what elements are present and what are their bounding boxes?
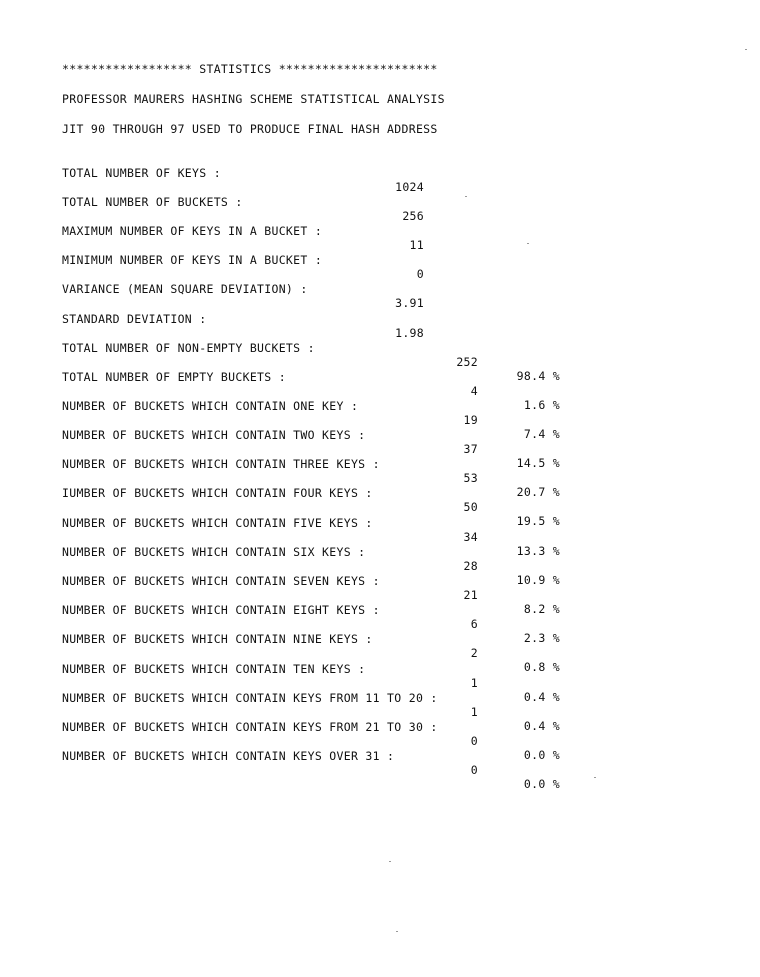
summary-value: 11 — [409, 238, 424, 252]
bucket-count: 50 — [463, 500, 478, 514]
bucket-count: 53 — [463, 471, 478, 485]
distribution-label: NUMBER OF BUCKETS WHICH CONTAIN SEVEN KEYS : — [62, 574, 380, 588]
bucket-percent: 0.0 % — [523, 777, 560, 791]
distribution-label: NUMBER OF BUCKETS WHICH CONTAIN THREE KEYS : — [62, 457, 380, 471]
distribution-label: NUMBER OF BUCKETS WHICH CONTAIN KEYS OVER 31 : — [62, 749, 395, 763]
distribution-label: IUMBER OF BUCKETS WHICH CONTAIN FOUR KEYS : — [62, 486, 373, 500]
scan-speck — [389, 861, 391, 862]
scan-speck — [396, 931, 398, 932]
bucket-percent: 13.3 % — [516, 544, 560, 558]
scan-speck — [527, 243, 529, 244]
distribution-label: TOTAL NUMBER OF EMPTY BUCKETS : — [62, 370, 286, 384]
bucket-count: 252 — [456, 355, 478, 369]
summary-value: 3.91 — [395, 296, 424, 310]
bucket-count: 0 — [470, 734, 478, 748]
banner-text: ****************** STATISTICS ********************** — [62, 62, 438, 76]
distribution-label: TOTAL NUMBER OF NON-EMPTY BUCKETS : — [62, 341, 315, 355]
summary-value: 1.98 — [395, 326, 424, 340]
bucket-count: 37 — [463, 442, 478, 456]
scan-speck — [745, 49, 747, 50]
bucket-percent: 8.2 % — [523, 602, 560, 616]
distribution-label: NUMBER OF BUCKETS WHICH CONTAIN TEN KEYS : — [62, 662, 366, 676]
distribution-label: NUMBER OF BUCKETS WHICH CONTAIN SIX KEYS : — [62, 545, 366, 559]
report-subtitle — [0, 108, 760, 150]
distribution-label: NUMBER OF BUCKETS WHICH CONTAIN KEYS FROM 11 TO 20 : — [62, 691, 438, 705]
scan-speck — [465, 196, 467, 197]
summary-label: STANDARD DEVIATION : — [62, 312, 207, 326]
summary-label: VARIANCE (MEAN SQUARE DEVIATION) : — [62, 282, 308, 296]
scan-speck — [594, 777, 596, 778]
summary-label: MAXIMUM NUMBER OF KEYS IN A BUCKET : — [62, 224, 323, 238]
bucket-count: 1 — [470, 676, 478, 690]
summary-value: 0 — [416, 267, 424, 281]
bucket-count: 1 — [470, 705, 478, 719]
bucket-percent: 19.5 % — [516, 514, 560, 528]
bucket-count: 4 — [470, 384, 478, 398]
bucket-count: 34 — [463, 530, 478, 544]
bucket-percent: 0.4 % — [523, 719, 560, 733]
bucket-count: 2 — [470, 646, 478, 660]
bucket-count: 0 — [470, 763, 478, 777]
summary-value: 256 — [402, 209, 424, 223]
summary-label: TOTAL NUMBER OF KEYS : — [62, 166, 221, 180]
bucket-percent: 7.4 % — [523, 427, 560, 441]
bucket-count: 19 — [463, 413, 478, 427]
distribution-label: NUMBER OF BUCKETS WHICH CONTAIN KEYS FROM 21 TO 30 : — [62, 720, 438, 734]
bucket-percent: 0.4 % — [523, 690, 560, 704]
distribution-label: NUMBER OF BUCKETS WHICH CONTAIN FIVE KEYS : — [62, 516, 373, 530]
bucket-percent: 98.4 % — [516, 369, 560, 383]
summary-label: TOTAL NUMBER OF BUCKETS : — [62, 195, 243, 209]
bucket-percent: 0.8 % — [523, 660, 560, 674]
bucket-percent: 1.6 % — [523, 398, 560, 412]
bucket-count: 21 — [463, 588, 478, 602]
bucket-percent: 10.9 % — [516, 573, 560, 587]
bucket-percent: 0.0 % — [523, 748, 560, 762]
bucket-count: 6 — [470, 617, 478, 631]
bucket-percent: 20.7 % — [516, 485, 560, 499]
distribution-label: NUMBER OF BUCKETS WHICH CONTAIN NINE KEYS : — [62, 632, 373, 646]
bucket-count: 28 — [463, 559, 478, 573]
distribution-row — [0, 735, 760, 805]
subtitle-text: JIT 90 THROUGH 97 USED TO PRODUCE FINAL HASH ADDRESS — [62, 122, 438, 136]
distribution-label: NUMBER OF BUCKETS WHICH CONTAIN ONE KEY : — [62, 399, 359, 413]
title-text: PROFESSOR MAURERS HASHING SCHEME STATISTICAL ANALYSIS — [62, 92, 445, 106]
bucket-percent: 2.3 % — [523, 631, 560, 645]
distribution-label: NUMBER OF BUCKETS WHICH CONTAIN TWO KEYS : — [62, 428, 366, 442]
bucket-percent: 14.5 % — [516, 456, 560, 470]
summary-value: 1024 — [395, 180, 424, 194]
summary-label: MINIMUM NUMBER OF KEYS IN A BUCKET : — [62, 253, 323, 267]
distribution-label: NUMBER OF BUCKETS WHICH CONTAIN EIGHT KEYS : — [62, 603, 380, 617]
